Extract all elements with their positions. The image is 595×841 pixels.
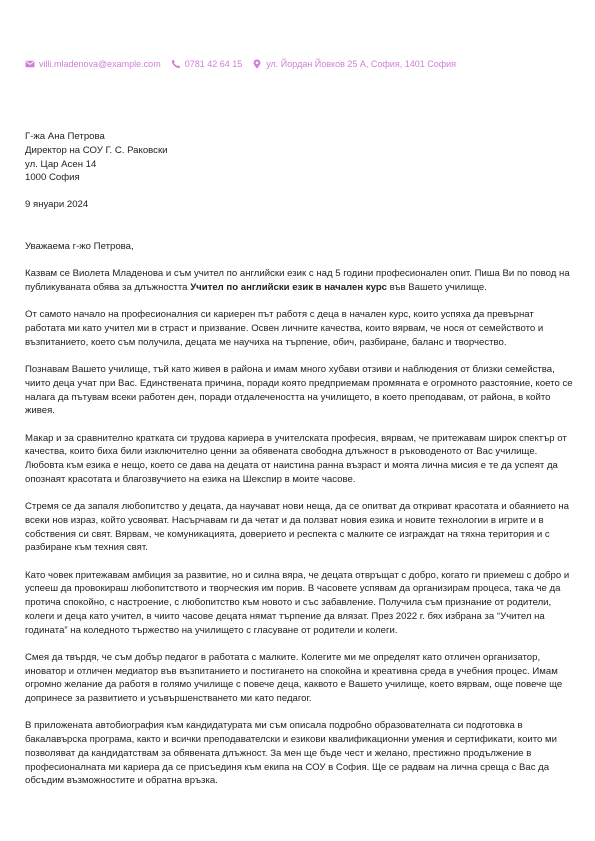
paragraph-3: Познавам Вашето училище, тъй като живея в района и имам много хубави отзиви и наблюдения от близки семейства, чиито деца учат при Вас. Единствената причина, поради която предприемам промяната е огромното разстояние, което се налага да пътувам всеки работен ден, поради отдалечеността на училището, в което преподавам, от района, в който живея. bbox=[25, 364, 573, 417]
email-text: villi.mladenova@example.com bbox=[39, 59, 161, 69]
contact-address bbox=[252, 59, 456, 69]
recipient-city: 1000 София bbox=[25, 172, 80, 184]
paragraph-1-end: във Вашето училище. bbox=[387, 282, 487, 294]
position-title: Учител по английски език в начален курс bbox=[190, 282, 388, 294]
recipient-block bbox=[25, 130, 168, 185]
paragraph-7: Смея да твърдя, че съм добър педагог в работата с малките. Колегите ми ме определят като отличен организатор, иноватор и отличен медиатор във възпитанието и постигането на спокойна и креативна среда в учебния процес. Имам огромно желание да работя в голямо училище с повече деца, каквото е Вашето училище, което вярвам, още повече ще допринесе за развитието и усъвършенстването ми като педагог. bbox=[25, 651, 563, 705]
paragraph-5: Стремя се да запаля любопитство у децата, да научават нови неща, да се опитват да откриват красотата и обаянието на всеки нов израз, който усвояват. Насърчавам ги да четат и да ползват новия езика и новите технологии в игрите и в собствения си свят. Вярвам, че комуникацията, доверието и респекта с малките се изграждат на тяхна територия и с разбиране към техния свят. bbox=[25, 501, 569, 554]
recipient-position: Директор на СОУ Г. С. Раковски bbox=[25, 144, 168, 156]
letter-body bbox=[25, 240, 573, 802]
envelope-icon bbox=[25, 59, 35, 69]
salutation: Уважаема г-жо Петрова, bbox=[25, 241, 134, 252]
recipient-name: Г-жа Ана Петрова bbox=[25, 131, 105, 142]
recipient-street: ул. Цар Асен 14 bbox=[25, 158, 97, 170]
phone-icon bbox=[171, 59, 181, 69]
paragraph-8: В приложената автобиография към кандидатурата ми съм описала подробно образователната си подготовка в бакалавърска програма, както и всички преподавателски и езикови квалификационни умения и сертификати, които ми позволяват да кандидатствам за обявената длъжност. За мен ще бъде чест и желано, престижно продължение в професионалната ми кариера да се присъединя към екипа на СОУ в София. Ще се радвам на лична среща с Вас да обсъдим възможностите и обратна връзка. bbox=[25, 720, 558, 787]
phone-text: 0781 42 64 15 bbox=[184, 59, 243, 69]
contact-phone[interactable] bbox=[171, 59, 243, 69]
contact-bar bbox=[25, 59, 570, 69]
address-text: ул. Йордан Йовков 25 А, София, 1401 София bbox=[266, 59, 457, 69]
paragraph-6: Като човек притежавам амбиция за развитие, но и силна вяра, че децата отвръщат с добро, когато ги приемеш с добро и успееш да провокираш любопитството и творческия им порив. В часовете успявам да организирам процеса, така че да протича спокойно, с настроение, с любопитство към новото и със забавление. Получила съм признание от родители, колеги и деца като учител, в чиито часове децата нямат търпение да влязат. През 2022 г. бях избрана за “Учител на годината” на коледното тържество на училището с гласуване от родители и колеги. bbox=[25, 569, 570, 636]
paragraph-1-start: Казвам се Виолета Младенова и съм учител по английски език с над 5 години професионален опит. Пиша Ви по повод на публикуваната обява за длъжността bbox=[25, 268, 570, 294]
paragraph-4: Макар и за сравнително кратката си трудова кариера в учителската професия, вярвам, че притежавам широк спектър от качества, които биха били изключително ценни за обявената свободна длъжност в ръководеното от Вас училище. Любовта към езика е нещо, което се дава на децата от наистина ранна възраст и моята лична мисия е те да успеят да опознаят красотата и благозвучието на езика на Шекспир в моите часове. bbox=[25, 432, 567, 485]
letter-date: 9 януари 2024 bbox=[25, 199, 89, 210]
paragraph-2: От самото начало на професионалния си кариерен път работя с деца в начален курс, които успяха да превърнат работата ми като учител ми в страст и призвание. Освен личните качества, които вярвам, че нося от семейството и възпитанието, което съм получила, децата ме научиха на търпение, обич, разбиране, баланс и творчество. bbox=[25, 309, 544, 348]
location-pin-icon bbox=[252, 59, 262, 69]
paragraph-1 bbox=[25, 267, 573, 294]
contact-email[interactable] bbox=[25, 59, 161, 69]
